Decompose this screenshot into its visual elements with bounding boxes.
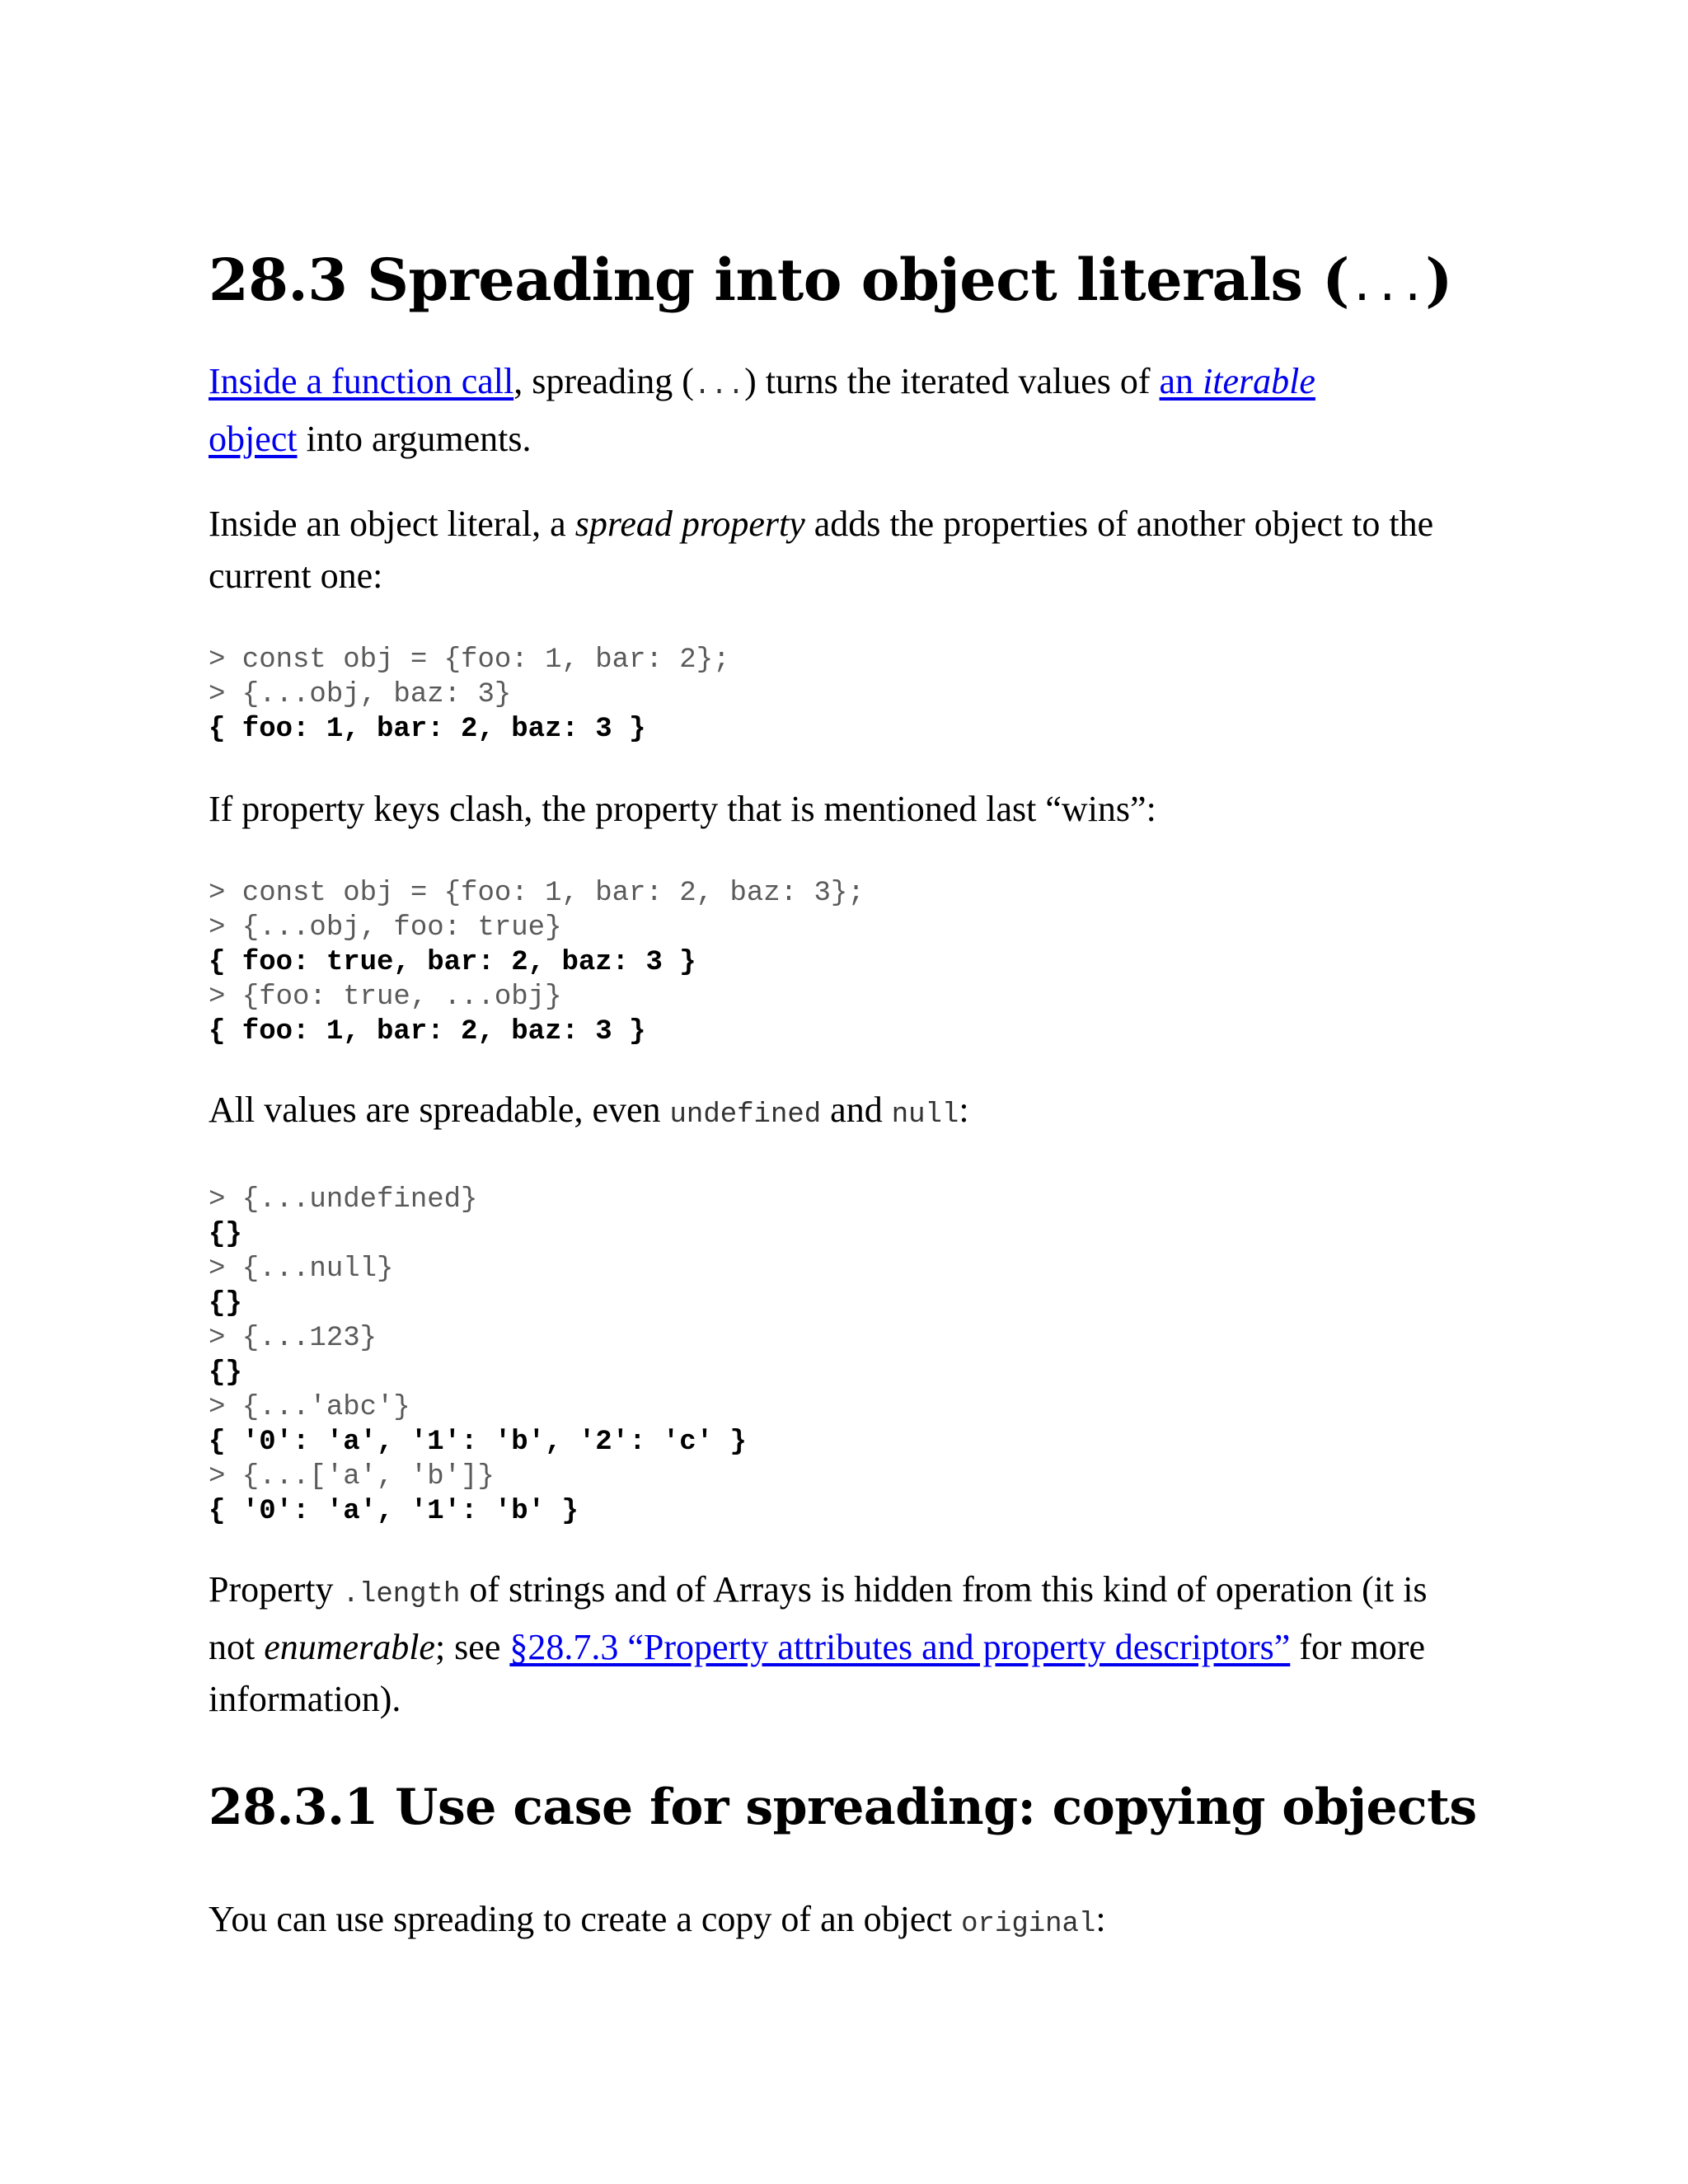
paragraph-text: All values are spreadable, even [209,1090,670,1130]
subsection-heading: 28.3.1 Use case for spreading: copying objects [209,1779,1477,1836]
code-output-line: {} [209,1288,242,1319]
inline-code-undefined: undefined [669,1099,822,1131]
link-text: object [209,419,298,459]
paragraph-text: for more information). [209,1627,1426,1719]
paragraph-text: adds the properties of another object to the current one: [209,504,1434,596]
code-output-line: { '0': 'a', '1': 'b', '2': 'c' } [209,1427,747,1458]
document-page [209,239,1478,1951]
code-input-line: > {...['a', 'b']} [209,1461,495,1493]
code-input-line: > {...null} [209,1254,394,1285]
code-input-line: > {...'abc'} [209,1392,410,1423]
code-input-line: > {...obj, foo: true} [209,912,562,944]
code-output-line: { foo: true, bar: 2, baz: 3 } [209,947,696,978]
code-input-line: > const obj = {foo: 1, bar: 2}; [209,644,730,676]
code-block-spreadable-values [209,1183,1478,1529]
paragraph-text: ) turns the iterated values of [744,361,1160,401]
code-output-line: { foo: 1, bar: 2, baz: 3 } [209,1016,646,1047]
paragraph-text: Inside an object literal, a [209,504,575,544]
code-output-line: {} [209,1357,242,1389]
paragraph-text: Property [209,1569,343,1610]
paragraph-text: of strings and of Arrays is hidden from this kind of operation (it is not [209,1569,1428,1667]
emphasis-spread-property: spread property [574,504,805,544]
code-input-line: > const obj = {foo: 1, bar: 2, baz: 3}; [209,878,865,909]
paragraph-text: , spreading ( [513,361,694,401]
paragraph-text: You can use spreading to create a copy of an object [209,1899,962,1939]
emphasis-enumerable: enumerable [264,1627,435,1667]
paragraph-spread-property [209,498,1478,602]
code-block-basic-spread [209,643,1478,747]
link-property-attributes[interactable]: §28.7.3 “Property attributes and property descriptors” [509,1627,1291,1667]
paragraph-spreadable-values [209,1084,1478,1141]
paragraph-key-clash [209,783,1478,835]
code-block-key-clash [209,876,1478,1049]
paragraph-function-call [209,355,1478,465]
paragraph-copying-objects [209,1893,1478,1951]
paragraph-text: : [959,1090,969,1130]
section-heading [209,239,1478,327]
code-output-line: {} [209,1219,242,1250]
inline-code-spread: ... [693,371,745,402]
code-input-line: > {...obj, baz: 3} [209,679,512,710]
code-input-line: > {...123} [209,1323,377,1354]
paragraph-text: into arguments. [297,419,532,459]
section-heading-suffix: ) [1425,246,1452,314]
code-input-line: > {foo: true, ...obj} [209,982,562,1013]
code-output-line: { '0': 'a', '1': 'b' } [209,1496,579,1527]
code-output-line: { foo: 1, bar: 2, baz: 3 } [209,714,646,745]
paragraph-text: and [821,1090,892,1130]
section-heading-text: 28.3 Spreading into object literals ( [209,246,1349,314]
inline-code-original: original [961,1909,1096,1940]
link-inside-function-call[interactable]: Inside a function call [209,361,514,401]
paragraph-text: If property keys clash, the property that is mentioned last “wins”: [209,789,1156,829]
paragraph-text: : [1095,1899,1106,1939]
inline-code-null: null [891,1099,959,1131]
paragraph-text: ; see [434,1627,510,1667]
inline-code-length: .length [342,1579,461,1610]
paragraph-length-hidden [209,1563,1478,1725]
section-heading-code: ... [1348,261,1426,311]
link-text-emphasis: iterable [1203,361,1315,401]
link-text: an [1159,361,1203,401]
code-input-line: > {...undefined} [209,1184,478,1216]
